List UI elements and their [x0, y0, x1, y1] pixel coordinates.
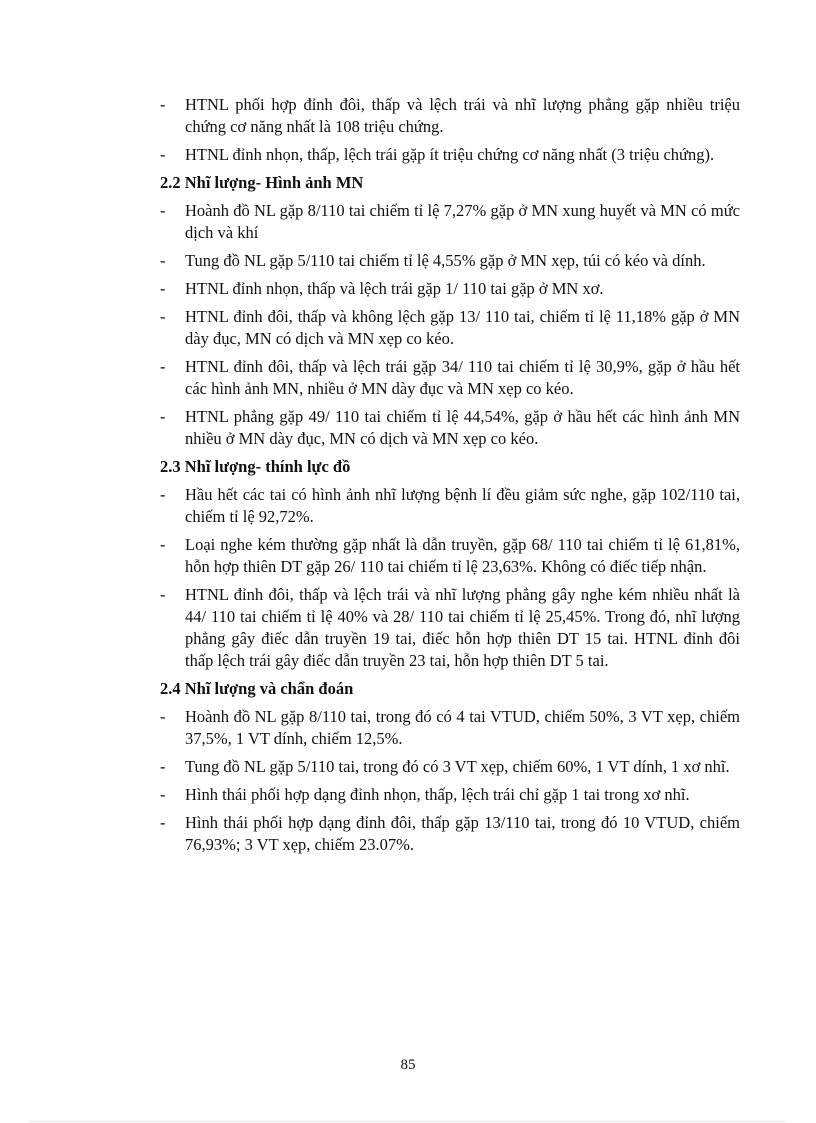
- bullet-dash: -: [160, 357, 166, 376]
- intro-list: [160, 94, 740, 166]
- list-item-text: HTNL đỉnh đôi, thấp và lệch trái gặp 34/ 110 tai chiếm tỉ lệ 30,9%, gặp ở hầu hết các hình ảnh MN, nhiều ở MN dày đục và MN xẹp co kéo.: [185, 357, 740, 398]
- bullet-dash: -: [160, 307, 166, 326]
- list-item-text: HTNL đỉnh đôi, thấp và lệch trái và nhĩ lượng phẳng gây nghe kém nhiều nhất là 44/ 110 tai chiếm tỉ lệ 40% và 28/ 110 tai chiếm tỉ lệ 25,45%. Trong đó, nhĩ lượng phẳng gây điếc dẫn truyền 19 tai, điếc hỗn hợp thiên DT 15 tai. HTNL đỉnh đôi thấp lệch trái gây điếc dẫn truyền 23 tai, hỗn hợp thiên DT 5 tai.: [185, 585, 740, 670]
- section-2-3: [160, 456, 740, 672]
- bullet-dash: -: [160, 485, 166, 504]
- list-item: [160, 756, 740, 778]
- bullet-dash: -: [160, 585, 166, 604]
- bullet-dash: -: [160, 279, 166, 298]
- list-item-text: Tung đồ NL gặp 5/110 tai chiếm tỉ lệ 4,55% gặp ở MN xẹp, túi có kéo và dính.: [185, 251, 706, 270]
- bullet-dash: -: [160, 201, 166, 220]
- bullet-dash: -: [160, 407, 166, 426]
- list-item-text: HTNL đỉnh đôi, thấp và không lệch gặp 13/ 110 tai, chiếm tỉ lệ 11,18% gặp ở MN dày đục, MN có dịch và MN xẹp co kéo.: [185, 307, 740, 348]
- list-item-text: Hình thái phối hợp dạng đỉnh nhọn, thấp, lệch trái chỉ gặp 1 tai trong xơ nhĩ.: [185, 785, 690, 804]
- list-item: [160, 484, 740, 528]
- list-item: [160, 278, 740, 300]
- list-item: [160, 706, 740, 750]
- section-heading: 2.2 Nhĩ lượng- Hình ảnh MN: [160, 173, 364, 192]
- list-item-text: Hoành đồ NL gặp 8/110 tai, trong đó có 4 tai VTUD, chiếm 50%, 3 VT xẹp, chiếm 37,5%, 1 VT dính, chiếm 12,5%.: [185, 707, 740, 748]
- list-item: [160, 406, 740, 450]
- list-item: [160, 534, 740, 578]
- list-item: [160, 812, 740, 856]
- list-item: [160, 356, 740, 400]
- bullet-dash: -: [160, 757, 166, 776]
- page-number: 85: [400, 1057, 416, 1073]
- section-2-4: [160, 678, 740, 856]
- list-item-text: Tung đồ NL gặp 5/110 tai, trong đó có 3 VT xẹp, chiếm 60%, 1 VT dính, 1 xơ nhĩ.: [185, 757, 730, 776]
- bullet-dash: -: [160, 707, 166, 726]
- list-item-text: HTNL đỉnh nhọn, thấp và lệch trái gặp 1/ 110 tai gặp ở MN xơ.: [185, 279, 604, 298]
- list-item: [160, 144, 740, 166]
- list-item: [160, 584, 740, 672]
- list-item: [160, 200, 740, 244]
- list-item-text: HTNL phẳng gặp 49/ 110 tai chiếm tỉ lệ 44,54%, gặp ở hầu hết các hình ảnh MN nhiều ở MN dày đục, MN có dịch và MN xẹp co kéo.: [185, 407, 740, 448]
- page-bottom-divider: [30, 1121, 786, 1122]
- list-item-text: HTNL phối hợp đỉnh đôi, thấp và lệch trái và nhĩ lượng phẳng gặp nhiều triệu chứng cơ năng nhất là 108 triệu chứng.: [185, 95, 740, 136]
- bullet-dash: -: [160, 145, 166, 164]
- bullet-dash: -: [160, 813, 166, 832]
- list-item: [160, 94, 740, 138]
- section-2-2: [160, 172, 740, 450]
- list-item: [160, 306, 740, 350]
- list-item-text: Loại nghe kém thường gặp nhất là dẫn truyền, gặp 68/ 110 tai chiếm tỉ lệ 61,81%, hỗn hợp thiên DT gặp 26/ 110 tai chiếm tỉ lệ 23,63%. Không có điếc tiếp nhận.: [185, 535, 740, 576]
- bullet-dash: -: [160, 251, 166, 270]
- bullet-dash: -: [160, 95, 166, 114]
- list-item-text: Hoành đồ NL gặp 8/110 tai chiếm tỉ lệ 7,27% gặp ở MN xung huyết và MN có mức dịch và khí: [185, 201, 740, 242]
- bullet-dash: -: [160, 785, 166, 804]
- list-item-text: Hầu hết các tai có hình ảnh nhĩ lượng bệnh lí đều giảm sức nghe, gặp 102/110 tai, chiếm tỉ lệ 92,72%.: [185, 485, 740, 526]
- document-body: [160, 94, 740, 862]
- list-item-text: Hình thái phối hợp dạng đỉnh đôi, thấp gặp 13/110 tai, trong đó 10 VTUD, chiếm 76,93%; 3 VT xẹp, chiếm 23.07%.: [185, 813, 740, 854]
- list-item: [160, 250, 740, 272]
- list-item: [160, 784, 740, 806]
- section-heading: 2.4 Nhĩ lượng và chẩn đoán: [160, 679, 354, 698]
- list-item-text: HTNL đỉnh nhọn, thấp, lệch trái gặp ít triệu chứng cơ năng nhất (3 triệu chứng).: [185, 145, 715, 164]
- bullet-dash: -: [160, 535, 166, 554]
- section-heading: 2.3 Nhĩ lượng- thính lực đồ: [160, 457, 351, 476]
